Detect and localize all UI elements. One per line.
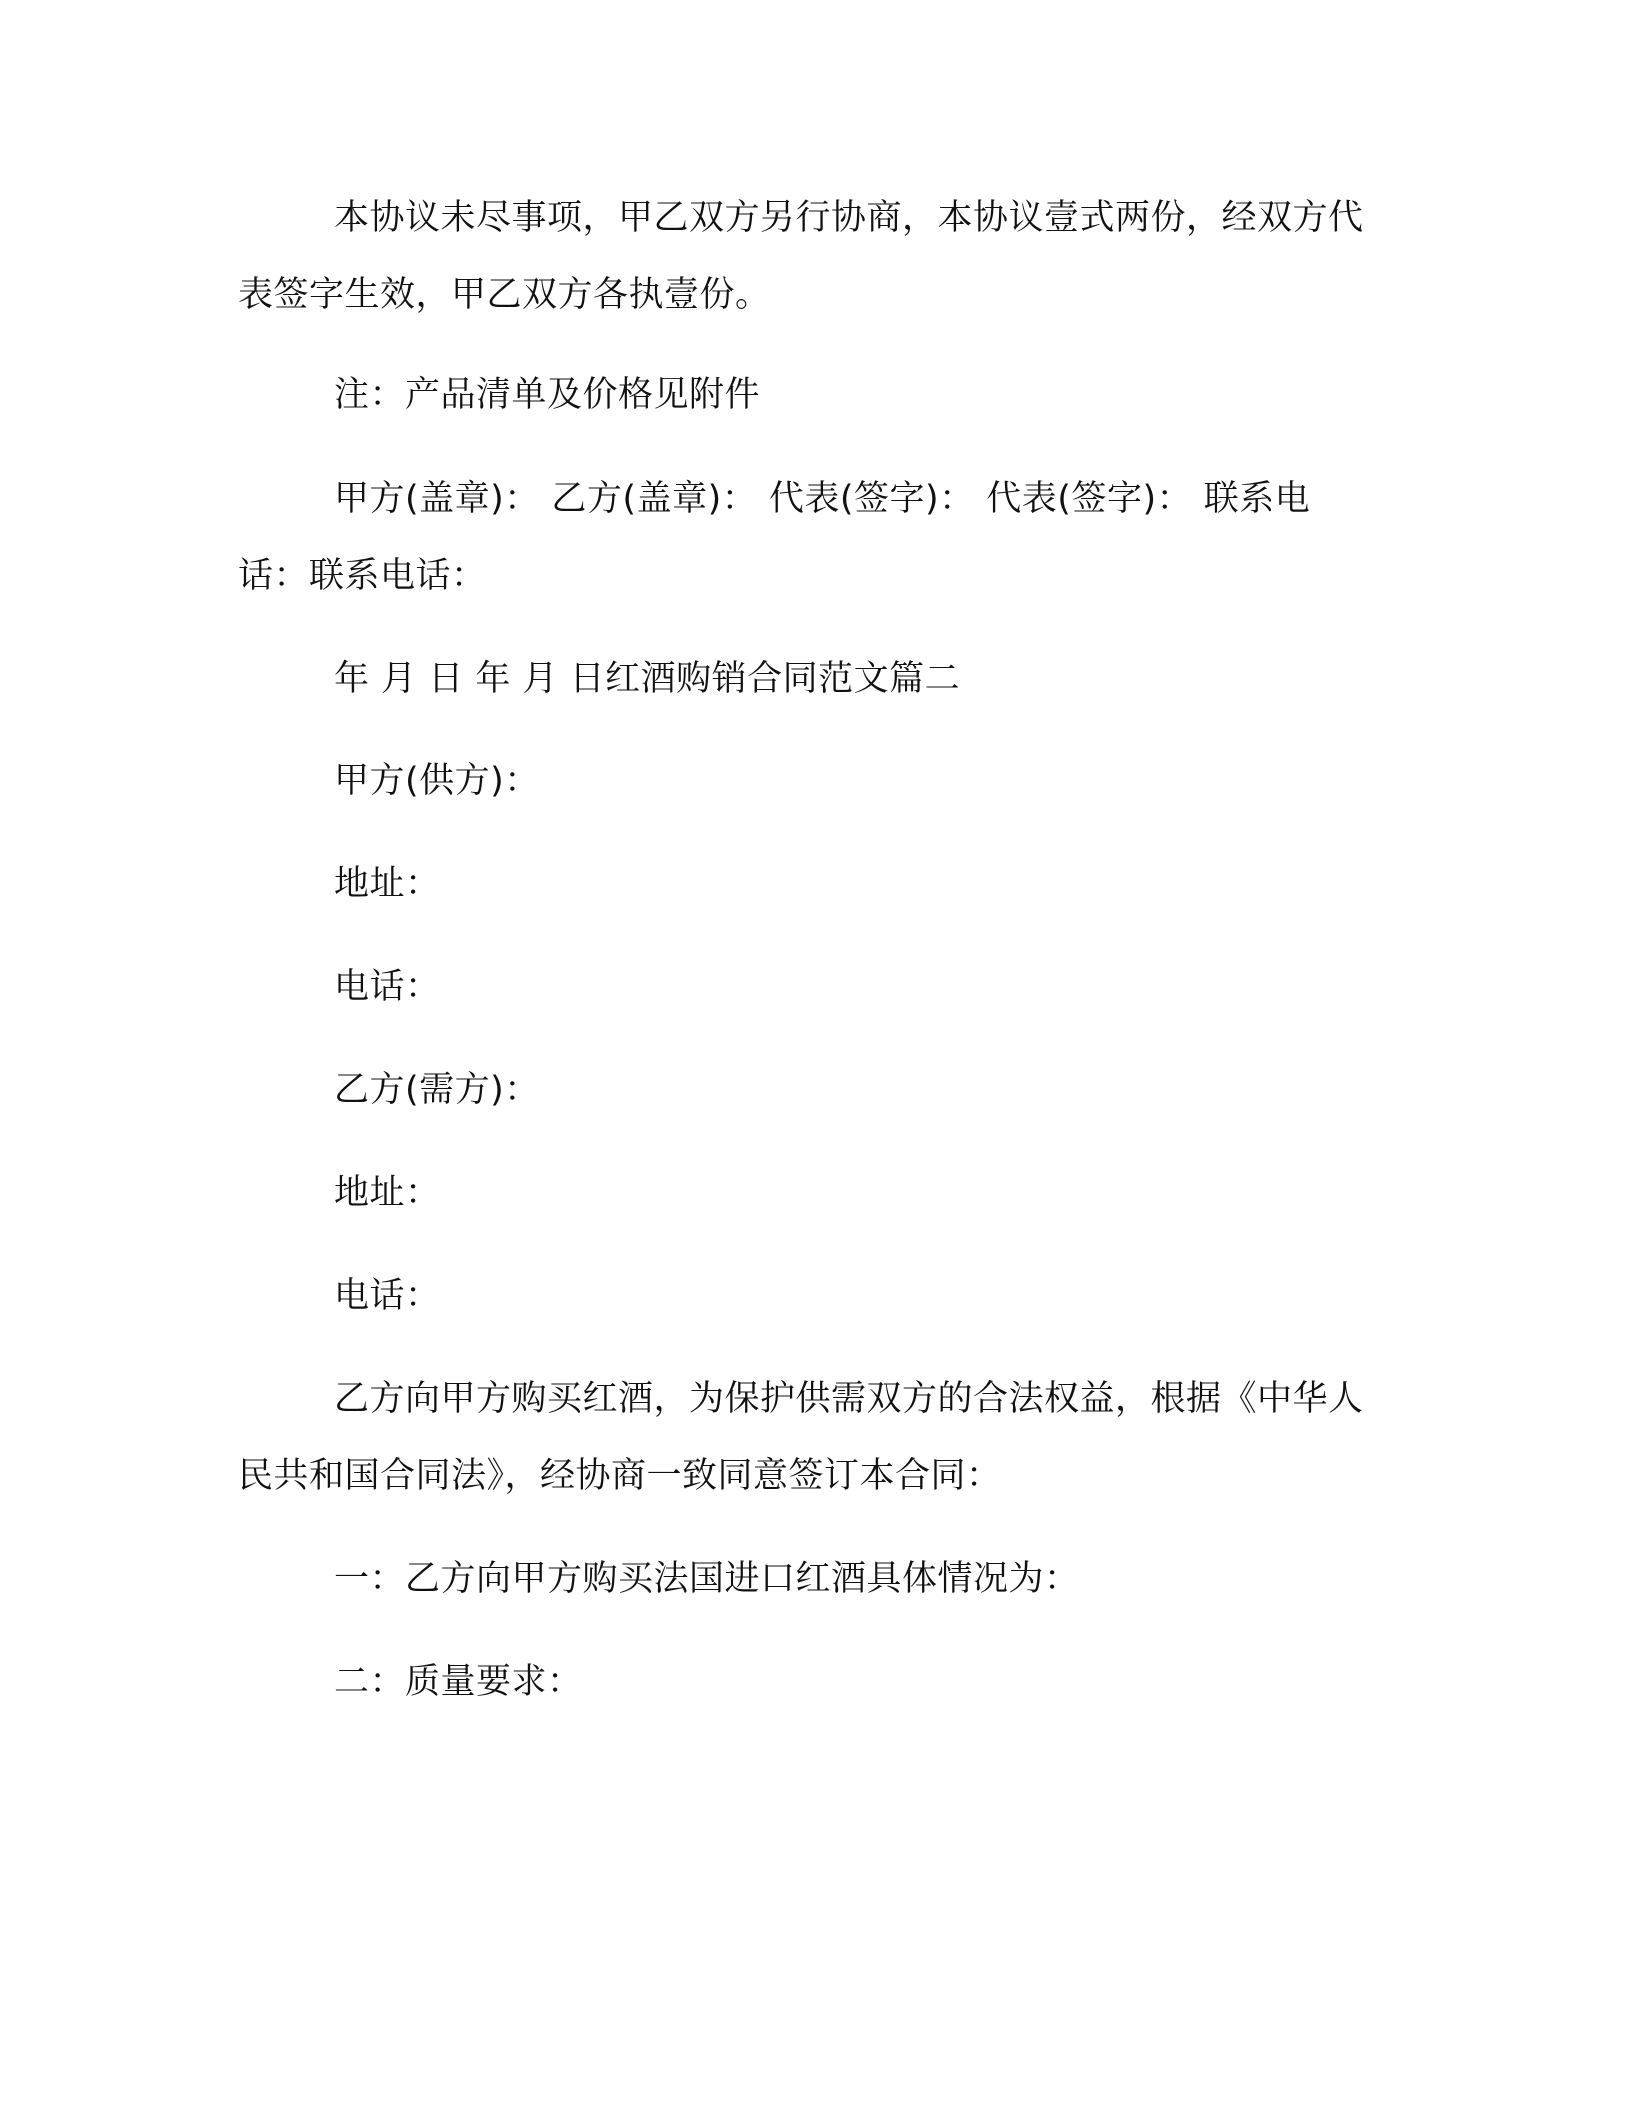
paragraph-party-b-phone: 电话： <box>334 1276 441 1316</box>
paragraph-party-a: 甲方(供方)： <box>334 761 540 801</box>
paragraph-clause-one: 一：乙方向甲方购买法国进口红酒具体情况为： <box>334 1559 1080 1599</box>
paragraph-party-a-address: 地址： <box>334 864 441 904</box>
paragraph-unfinished-matters: 本协议未尽事项，甲乙双方另行协商，本协议壹式两份，经双方代表签字生效，甲乙双方各执壹份。 <box>238 198 1364 315</box>
paragraph-note-attachment: 注：产品清单及价格见附件 <box>334 375 761 415</box>
paragraph-date-and-heading: 年 月 日 年 月 日红酒购销合同范文篇二 <box>334 659 961 699</box>
paragraph-signature-block: 甲方(盖章)： 乙方(盖章)： 代表(签字)： 代表(签字)： 联系电话：联系电话： <box>238 479 1311 596</box>
paragraph-contract-preamble: 乙方向甲方购买红酒，为保护供需双方的合法权益，根据《中华人民共和国合同法》，经协商一致同意签订本合同： <box>238 1379 1364 1496</box>
paragraph-party-b: 乙方(需方)： <box>334 1070 540 1110</box>
paragraph-clause-two: 二：质量要求： <box>334 1662 583 1702</box>
paragraph-party-b-address: 地址： <box>334 1173 441 1213</box>
paragraph-party-a-phone: 电话： <box>334 967 441 1007</box>
